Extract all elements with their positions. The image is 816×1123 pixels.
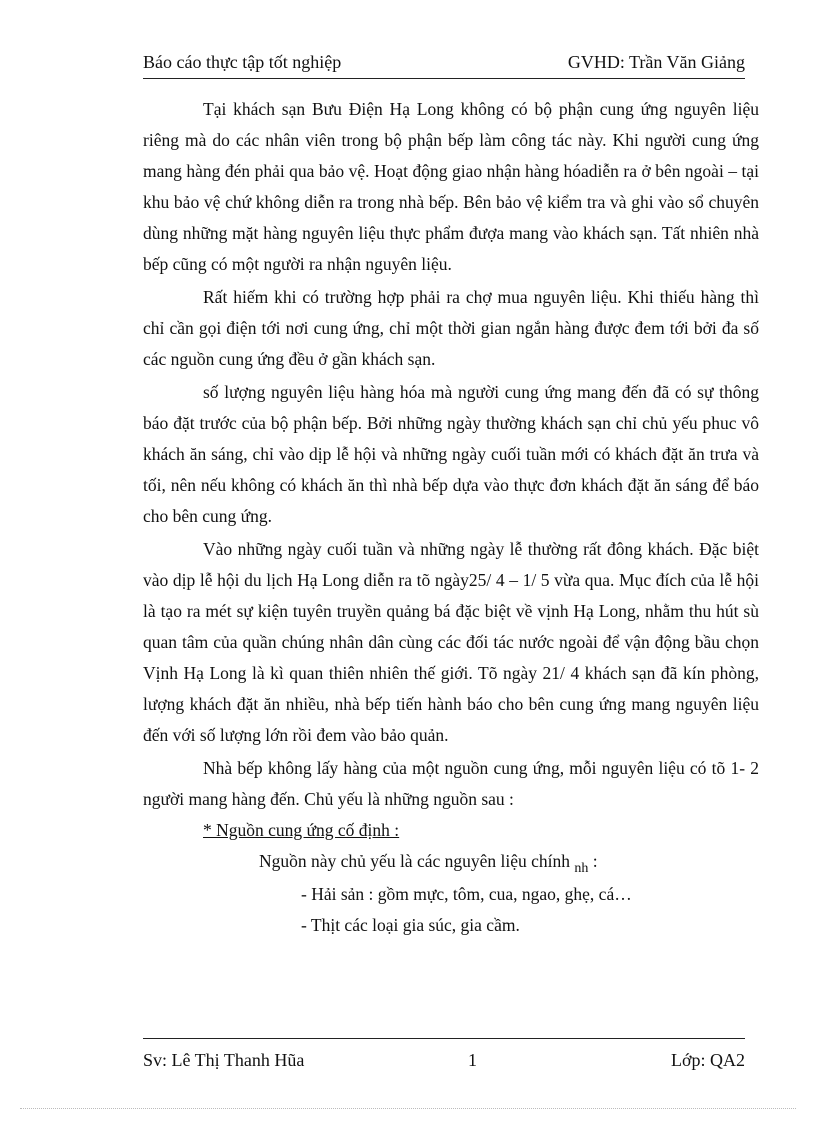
paragraph-2: Rất hiếm khi có trường hợp phải ra chợ mua nguyên liệu. Khi thiếu hàng thì chỉ cần gọi điện tới nơi cung ứng, chỉ một thời gian ngắn hàng được đem tới bởi đa số các nguồn cung ứng đều ở gần khách sạn. bbox=[143, 287, 759, 369]
class-label: Lớp: QA2 bbox=[670, 1050, 745, 1070]
subscript-text: nh bbox=[574, 861, 589, 876]
document-body bbox=[143, 94, 759, 941]
page-footer bbox=[143, 1048, 745, 1072]
paragraph-1: Tại khách sạn Bưu Điện Hạ Long không có bộ phận cung ứng nguyên liệu riêng mà do các nhân viên trong bộ phận bếp làm công tác này. Khi người cung ứng mang hàng đén phải qua bảo vệ. Hoạt động giao nhận hàng hóadiễn ra ở bên ngoài – tại khu bảo vệ chứ không diễn ra trong nhà bếp. Bên bảo vệ kiểm tra và ghi vào sổ chuyên dùng những mặt hàng nguyên liệu thực phẩm đượa mang vào khách sạn. Tất nhiên nhà bếp cũng có một người ra nhận nguyên liệu. bbox=[143, 99, 759, 274]
bullet-seafood: - Hải sản : gồm mực, tôm, cua, ngao, ghẹ, cá… bbox=[301, 884, 632, 904]
report-title: Báo cáo thực tập tốt nghiệp bbox=[143, 52, 342, 72]
source-intro-text: Nguồn này chủ yếu là các nguyên liệu chính bbox=[259, 851, 571, 871]
paragraph-3: số lượng nguyên liệu hàng hóa mà người cung ứng mang đến đã có sự thông báo đặt trước của bộ phận bếp. Bởi những ngày thường khách sạn chỉ chủ yếu phuc vô khách ăn sáng, chỉ vào dịp lễ hội và những ngày cuối tuần mới có khách đặt ăn trưa và tối, nên nếu không có khách ăn thì nhà bếp dựa vào thực đơn khách đặt ăn sáng để báo cho bên cung ứng. bbox=[143, 382, 759, 526]
student-name: Sv: Lê Thị Thanh Hũa bbox=[143, 1050, 305, 1070]
bullet-meat: - Thịt các loại gia súc, gia cầm. bbox=[301, 915, 520, 935]
paragraph-4: Vào những ngày cuối tuần và những ngày lễ thường rất đông khách. Đặc biệt vào dịp lễ hội du lịch Hạ Long diễn ra tõ ngày25/ 4 – 1/ 5 vừa qua. Mục đích của lễ hội là tạo ra mét sự kiện tuyên truyền quảng bá đặc biệt về vịnh Hạ Long, nhằm thu hút sù quan tâm của quần chúng nhân dân cùng các đối tác nước ngoài để vận động bầu chọn Vịnh Hạ Long là kì quan thiên nhiên thế giới. Tõ ngày 21/ 4 khách sạn đã kín phòng, lượng khách đặt ăn nhiều, nhà bếp tiến hành báo cho bên cung ứng mang nguyên liệu đến với số lượng lớn rồi đem vào bảo quản. bbox=[143, 539, 759, 745]
page-header bbox=[143, 50, 745, 74]
paragraph-5: Nhà bếp không lấy hàng của một nguồn cung ứng, mỗi nguyên liệu có tõ 1- 2 người mang hàng đến. Chủ yếu là những nguồn sau : bbox=[143, 758, 759, 809]
header-divider bbox=[143, 78, 745, 79]
source-intro-line bbox=[143, 846, 759, 879]
supervisor-name: GVHD: Trần Văn Giảng bbox=[567, 52, 745, 72]
footer-divider bbox=[143, 1038, 745, 1039]
page-bottom-edge bbox=[20, 1108, 796, 1109]
source-intro-colon: : bbox=[588, 851, 598, 871]
section-heading: * Nguồn cung ứng cố định : bbox=[203, 820, 400, 840]
page-number: 1 bbox=[468, 1050, 477, 1070]
